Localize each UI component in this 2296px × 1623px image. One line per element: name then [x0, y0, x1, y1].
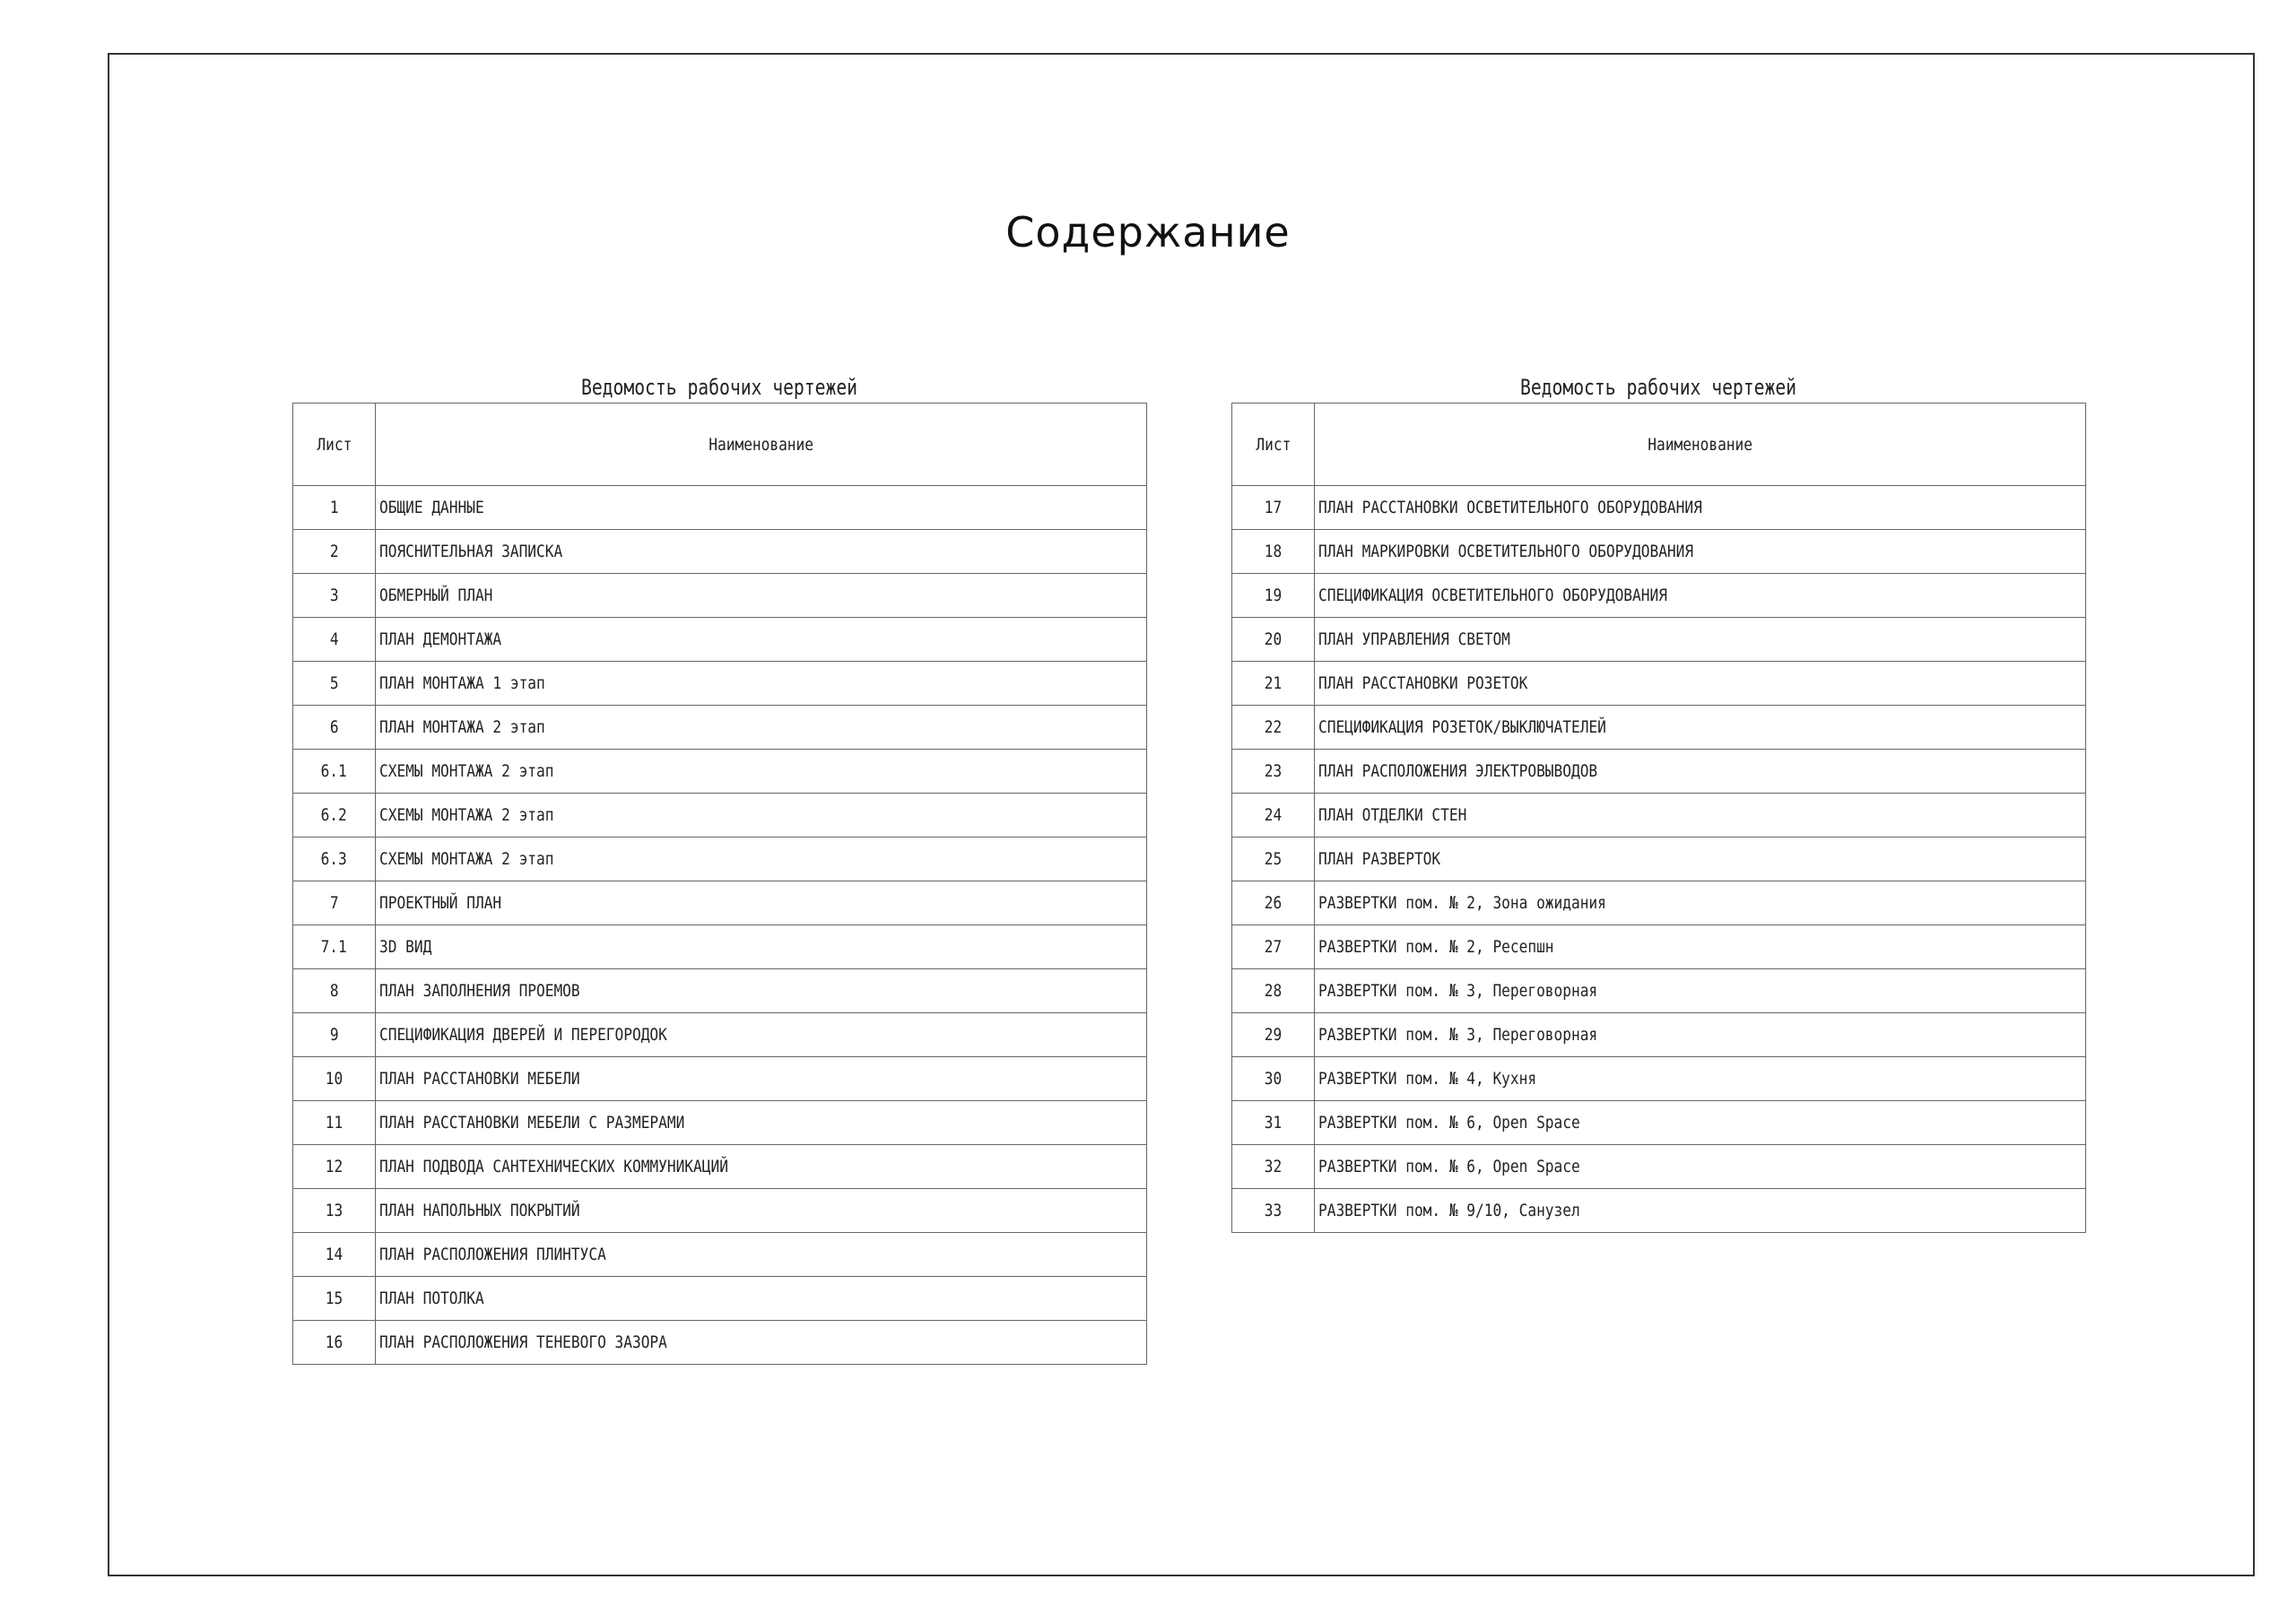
table-row — [1232, 574, 2086, 618]
sheet-number-cell: 23 — [1232, 750, 1315, 794]
sheet-name-cell: РАЗВЕРТКИ пом. № 3, Переговорная — [1315, 1013, 2086, 1057]
table-row — [293, 618, 1147, 662]
sheet-number-cell: 30 — [1232, 1057, 1315, 1101]
sheet-number-cell: 21 — [1232, 662, 1315, 706]
sheet-list-block-right — [1231, 373, 2085, 1233]
sheet-number-cell: 25 — [1232, 838, 1315, 881]
sheet-number-cell: 6 — [293, 706, 376, 750]
sheet-number-cell: 5 — [293, 662, 376, 706]
table-row — [293, 486, 1147, 530]
table-row — [1232, 925, 2086, 969]
sheet-name-cell: РАЗВЕРТКИ пом. № 9/10, Санузел — [1315, 1189, 2086, 1233]
table-row — [1232, 662, 2086, 706]
sheet-name-cell: РАЗВЕРТКИ пом. № 4, Кухня — [1315, 1057, 2086, 1101]
sheet-number-cell: 22 — [1232, 706, 1315, 750]
table-row — [1232, 881, 2086, 925]
table-row — [293, 1277, 1147, 1321]
sheet-number-cell: 4 — [293, 618, 376, 662]
table-row — [293, 662, 1147, 706]
sheet-number-cell: 28 — [1232, 969, 1315, 1013]
sheet-name-cell: ПЛАН РАССТАНОВКИ ОСВЕТИТЕЛЬНОГО ОБОРУДОВАНИЯ — [1315, 486, 2086, 530]
sheet-name-cell: ПЛАН ОТДЕЛКИ СТЕН — [1315, 794, 2086, 838]
sheet-name-cell: СПЕЦИФИКАЦИЯ ДВЕРЕЙ И ПЕРЕГОРОДОК — [376, 1013, 1147, 1057]
sheet-name-cell: ОБЩИЕ ДАННЫЕ — [376, 486, 1147, 530]
table-row — [293, 1013, 1147, 1057]
table-row — [1232, 1101, 2086, 1145]
sheet-name-cell: РАЗВЕРТКИ пом. № 3, Переговорная — [1315, 969, 2086, 1013]
sheet-name-cell: ПЛАН УПРАВЛЕНИЯ СВЕТОМ — [1315, 618, 2086, 662]
table-row — [293, 706, 1147, 750]
sheet-number-cell: 15 — [293, 1277, 376, 1321]
sheet-list-table — [1231, 403, 2086, 1233]
sheet-number-cell: 19 — [1232, 574, 1315, 618]
sheet-name-cell: ПРОЕКТНЫЙ ПЛАН — [376, 881, 1147, 925]
sheet-number-cell: 7 — [293, 881, 376, 925]
table-row — [293, 838, 1147, 881]
sheet-number-cell: 31 — [1232, 1101, 1315, 1145]
sheet-number-cell: 9 — [293, 1013, 376, 1057]
sheet-number-cell: 11 — [293, 1101, 376, 1145]
sheet-number-cell: 12 — [293, 1145, 376, 1189]
sheet-number-cell: 20 — [1232, 618, 1315, 662]
sheet-number-cell: 6.3 — [293, 838, 376, 881]
table-row — [1232, 838, 2086, 881]
sheet-number-cell: 7.1 — [293, 925, 376, 969]
table-row — [293, 1321, 1147, 1365]
sheet-name-cell: ПЛАН РАССТАНОВКИ МЕБЕЛИ С РАЗМЕРАМИ — [376, 1101, 1147, 1145]
sheet-name-cell: ПЛАН ЗАПОЛНЕНИЯ ПРОЕМОВ — [376, 969, 1147, 1013]
table-row — [293, 530, 1147, 574]
table-row — [293, 794, 1147, 838]
sheet-number-cell: 29 — [1232, 1013, 1315, 1057]
sheet-number-cell: 18 — [1232, 530, 1315, 574]
sheet-name-cell: ПЛАН РАСПОЛОЖЕНИЯ ПЛИНТУСА — [376, 1233, 1147, 1277]
table-row — [1232, 794, 2086, 838]
table-row — [1232, 1057, 2086, 1101]
table-header-row — [293, 404, 1147, 486]
sheet-name-cell: СПЕЦИФИКАЦИЯ РОЗЕТОК/ВЫКЛЮЧАТЕЛЕЙ — [1315, 706, 2086, 750]
table-caption: Ведомость рабочих чертежей — [1519, 375, 1797, 400]
table-row — [1232, 1145, 2086, 1189]
sheet-name-cell: ОБМЕРНЫЙ ПЛАН — [376, 574, 1147, 618]
table-row — [1232, 706, 2086, 750]
page-title: Содержание — [1005, 208, 1291, 256]
sheet-name-cell: ПЛАН РАССТАНОВКИ МЕБЕЛИ — [376, 1057, 1147, 1101]
table-row — [293, 881, 1147, 925]
sheet-name-cell: ПОЯСНИТЕЛЬНАЯ ЗАПИСКА — [376, 530, 1147, 574]
sheet-name-cell: ПЛАН РАЗВЕРТОК — [1315, 838, 2086, 881]
sheet-number-cell: 14 — [293, 1233, 376, 1277]
table-row — [293, 925, 1147, 969]
sheet-number-cell: 2 — [293, 530, 376, 574]
sheet-name-cell: ПЛАН ДЕМОНТАЖА — [376, 618, 1147, 662]
sheet-name-cell: ПЛАН НАПОЛЬНЫХ ПОКРЫТИЙ — [376, 1189, 1147, 1233]
sheet-list-block-left — [292, 373, 1146, 1365]
table-row — [1232, 1013, 2086, 1057]
table-row — [1232, 530, 2086, 574]
sheet-name-cell: ПЛАН РАСПОЛОЖЕНИЯ ЭЛЕКТРОВЫВОДОВ — [1315, 750, 2086, 794]
table-row — [293, 1057, 1147, 1101]
column-header-sheet: Лист — [293, 404, 376, 486]
table-header-row — [1232, 404, 2086, 486]
sheet-name-cell: ПЛАН ПОДВОДА САНТЕХНИЧЕСКИХ КОММУНИКАЦИЙ — [376, 1145, 1147, 1189]
sheet-name-cell: СХЕМЫ МОНТАЖА 2 этап — [376, 750, 1147, 794]
sheet-number-cell: 33 — [1232, 1189, 1315, 1233]
sheet-name-cell: ПЛАН МОНТАЖА 2 этап — [376, 706, 1147, 750]
sheet-name-cell: РАЗВЕРТКИ пом. № 6, Open Space — [1315, 1101, 2086, 1145]
table-row — [293, 750, 1147, 794]
sheet-name-cell: СХЕМЫ МОНТАЖА 2 этап — [376, 794, 1147, 838]
sheet-name-cell: РАЗВЕРТКИ пом. № 2, Зона ожидания — [1315, 881, 2086, 925]
sheet-number-cell: 3 — [293, 574, 376, 618]
sheet-name-cell: ПЛАН РАССТАНОВКИ РОЗЕТОК — [1315, 662, 2086, 706]
sheet-number-cell: 24 — [1232, 794, 1315, 838]
sheet-name-cell: РАЗВЕРТКИ пом. № 6, Open Space — [1315, 1145, 2086, 1189]
table-row — [293, 969, 1147, 1013]
sheet-name-cell: ПЛАН РАСПОЛОЖЕНИЯ ТЕНЕВОГО ЗАЗОРА — [376, 1321, 1147, 1365]
sheet-name-cell: СХЕМЫ МОНТАЖА 2 этап — [376, 838, 1147, 881]
sheet-number-cell: 1 — [293, 486, 376, 530]
table-row — [293, 1233, 1147, 1277]
column-header-sheet: Лист — [1232, 404, 1315, 486]
table-caption: Ведомость рабочих чертежей — [580, 375, 858, 400]
sheet-number-cell: 13 — [293, 1189, 376, 1233]
sheet-number-cell: 16 — [293, 1321, 376, 1365]
sheet-number-cell: 27 — [1232, 925, 1315, 969]
table-row — [1232, 969, 2086, 1013]
sheet-name-cell: СПЕЦИФИКАЦИЯ ОСВЕТИТЕЛЬНОГО ОБОРУДОВАНИЯ — [1315, 574, 2086, 618]
sheet-number-cell: 32 — [1232, 1145, 1315, 1189]
table-row — [1232, 1189, 2086, 1233]
sheet-number-cell: 8 — [293, 969, 376, 1013]
sheet-name-cell: 3D ВИД — [376, 925, 1147, 969]
sheet-name-cell: ПЛАН МАРКИРОВКИ ОСВЕТИТЕЛЬНОГО ОБОРУДОВАНИЯ — [1315, 530, 2086, 574]
sheet-list-table — [292, 403, 1147, 1365]
sheet-name-cell: ПЛАН ПОТОЛКА — [376, 1277, 1147, 1321]
table-row — [293, 1145, 1147, 1189]
sheet-name-cell: ПЛАН МОНТАЖА 1 этап — [376, 662, 1147, 706]
sheet-number-cell: 6.1 — [293, 750, 376, 794]
column-header-name: Наименование — [1315, 404, 2086, 486]
sheet-number-cell: 6.2 — [293, 794, 376, 838]
sheet-number-cell: 17 — [1232, 486, 1315, 530]
table-row — [293, 1189, 1147, 1233]
table-row — [293, 574, 1147, 618]
table-row — [293, 1101, 1147, 1145]
sheet-name-cell: РАЗВЕРТКИ пом. № 2, Ресепшн — [1315, 925, 2086, 969]
sheet-number-cell: 10 — [293, 1057, 376, 1101]
column-header-name: Наименование — [376, 404, 1147, 486]
table-row — [1232, 750, 2086, 794]
sheet-number-cell: 26 — [1232, 881, 1315, 925]
table-row — [1232, 618, 2086, 662]
table-row — [1232, 486, 2086, 530]
